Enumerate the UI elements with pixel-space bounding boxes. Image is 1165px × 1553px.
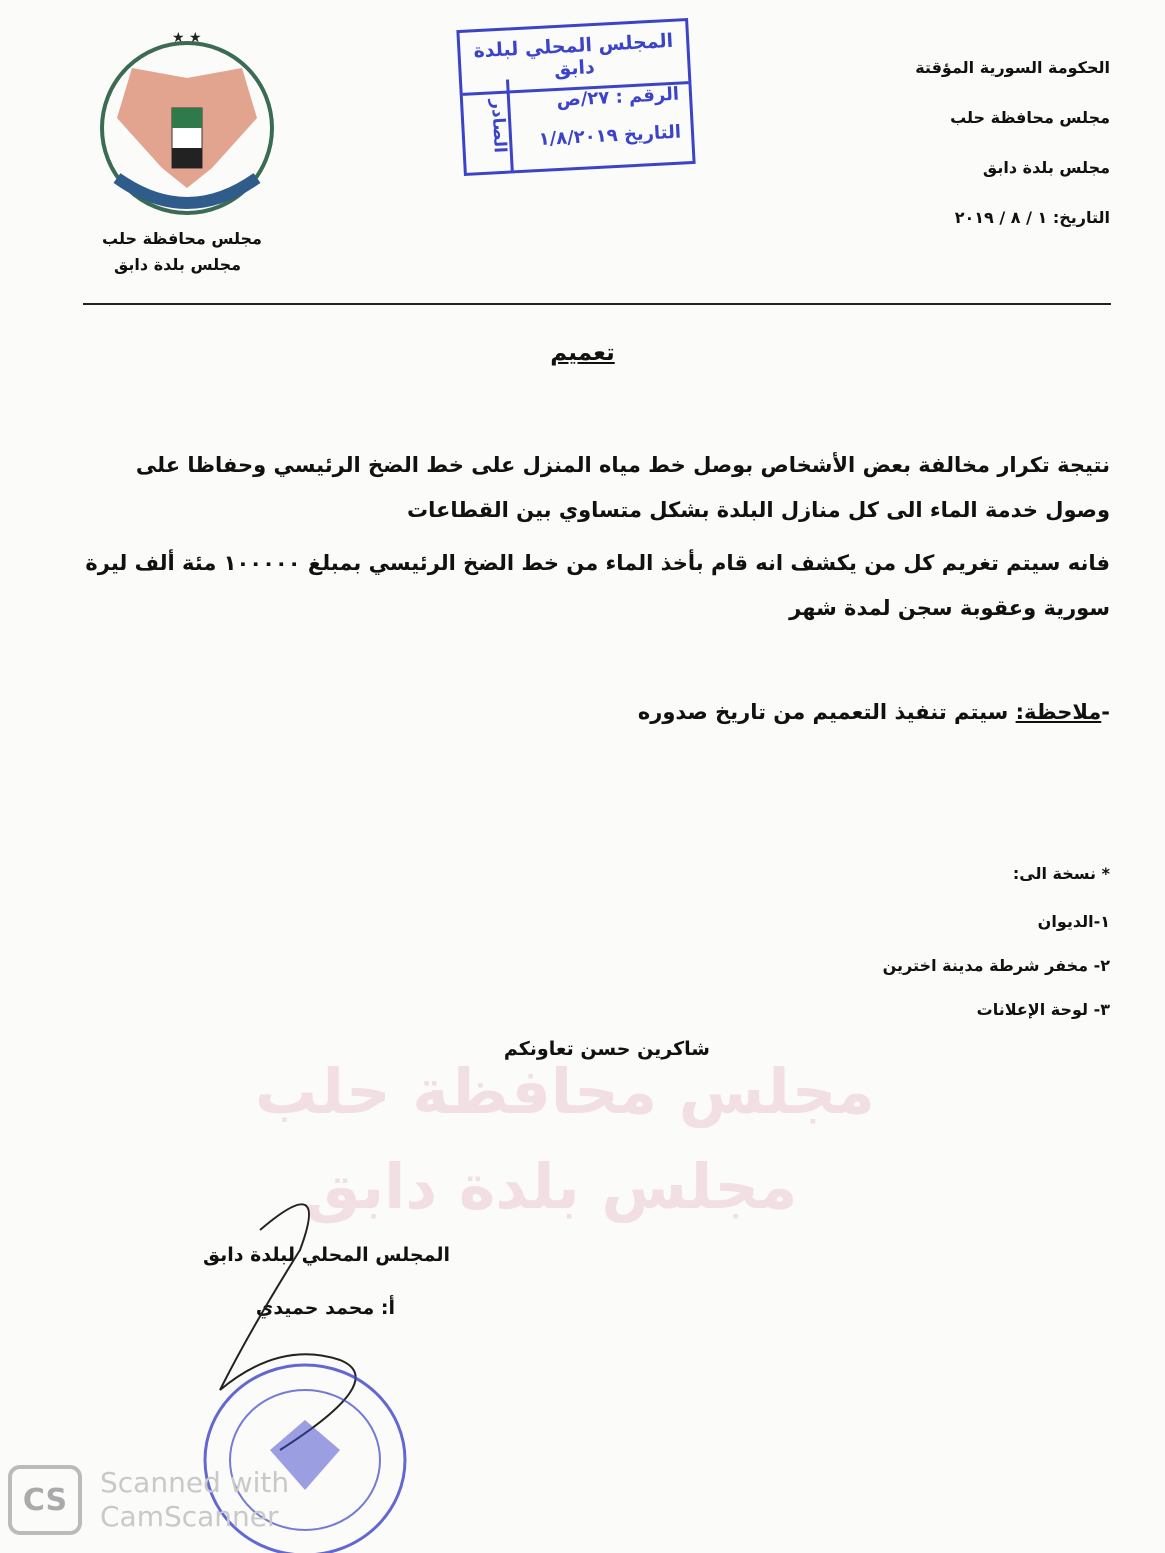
- scanner-line2: CamScanner: [100, 1500, 279, 1533]
- thanks-line: شاكرين حسن تعاونكم: [503, 1038, 710, 1060]
- watermark-line2: مجلس بلدة دابق: [305, 1150, 798, 1223]
- header-date: التاريخ: ١ / ٨ / ٢٠١٩: [954, 208, 1110, 227]
- logo-caption-1: مجلس محافظة حلب: [102, 229, 262, 248]
- body-line: سورية وعقوبة سجن لمدة شهر: [789, 596, 1110, 620]
- header-government: الحكومة السورية المؤقتة: [915, 58, 1110, 77]
- logo-caption-2: مجلس بلدة دابق: [114, 255, 242, 274]
- signature-org: المجلس المحلي لبلدة دابق: [203, 1244, 450, 1266]
- camscanner-watermark: [8, 1465, 289, 1535]
- note-text: سيتم تنفيذ التعميم من تاريخ صدوره: [637, 700, 1016, 724]
- note: -ملاحظة: سيتم تنفيذ التعميم من تاريخ صدوره: [637, 700, 1110, 724]
- body-line: وصول خدمة الماء الى كل منازل البلدة بشكل متساوي بين القطاعات: [406, 498, 1110, 522]
- stamp-title: المجلس المحلي لبلدة دابق: [459, 21, 688, 96]
- body-line: نتيجة تكرار مخالفة بعض الأشخاص بوصل خط مياه المنزل على خط الضخ الرئيسي وحفاظا على: [135, 453, 1110, 477]
- scanner-line1: Scanned with: [100, 1466, 290, 1499]
- note-label: ملاحظة:: [1015, 700, 1102, 724]
- title-text: تعميم: [550, 340, 615, 366]
- eagle-emblem-logo: [92, 28, 282, 218]
- camscanner-logo-icon: CS: [8, 1465, 82, 1535]
- body-line: فانه سيتم تغريم كل من يكشف انه قام بأخذ الماء من خط الضخ الرئيسي بمبلغ ١٠٠٠٠٠ مئة ألف ليرة: [85, 551, 1110, 575]
- watermark-line1: مجلس محافظة حلب: [255, 1055, 875, 1128]
- header-divider: [83, 303, 1111, 305]
- header-governorate: مجلس محافظة حلب: [950, 108, 1110, 127]
- svg-text:★ ★: ★ ★: [172, 30, 202, 46]
- document-title: [0, 340, 1165, 366]
- header-town: مجلس بلدة دابق: [982, 158, 1110, 177]
- copies-item: ٣- لوحة الإعلانات: [976, 1000, 1110, 1019]
- signature-name: أ: محمد حميدي: [255, 1297, 395, 1319]
- stamp-side: الصادر: [462, 79, 514, 172]
- copies-item: ٢- مخفر شرطة مدينة اخترين: [882, 956, 1110, 975]
- stamp-number: الرقم : ٢٧/ص: [556, 83, 680, 112]
- issued-stamp: [456, 18, 695, 176]
- stamp-date: التاريخ ١/٨/٢٠١٩: [538, 121, 682, 150]
- copies-heading: * نسخة الى:: [1012, 864, 1110, 883]
- copies-item: ١-الديوان: [1037, 912, 1110, 931]
